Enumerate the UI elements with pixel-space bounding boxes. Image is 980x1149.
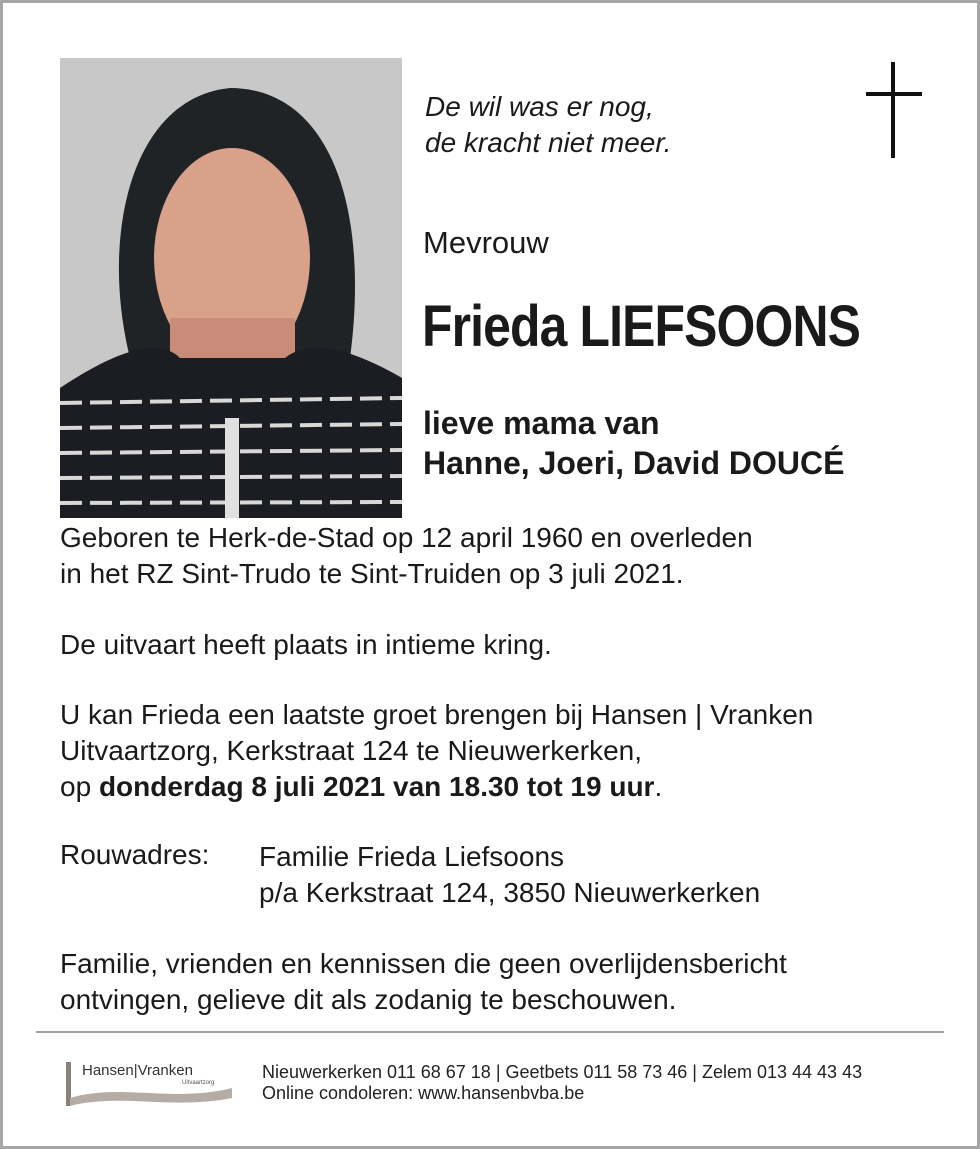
visitation-date: donderdag 8 juli 2021 van 18.30 tot 19 uur [98, 771, 655, 802]
cross-icon [866, 62, 922, 158]
text-line: Geboren te Herk-de-Stad op 12 april 1960 en overleden [60, 522, 753, 553]
visitation-info [60, 697, 813, 805]
memorial-quote [425, 89, 671, 161]
text-line: Familie, vrienden en kennissen die geen overlijdensbericht [60, 948, 787, 979]
birth-death-info [60, 520, 753, 592]
quote-line: De wil was er nog, [425, 91, 654, 122]
funeral-info: De uitvaart heeft plaats in intieme kring. [60, 629, 552, 660]
relation-line: Hanne, Joeri, David DOUCÉ [423, 445, 845, 481]
text-line: ontvingen, gelieve dit als zodanig te beschouwen. [60, 984, 677, 1015]
text-line [60, 769, 813, 805]
text-line: Uitvaartzorg, Kerkstraat 124 te Nieuwerkerken, [60, 735, 643, 766]
text-line: in het RZ Sint-Trudo te Sint-Truiden op 3 juli 2021. [60, 558, 684, 589]
funeral-home-logo [62, 1058, 237, 1108]
portrait-photo [60, 58, 402, 518]
relation-line: lieve mama van [423, 405, 660, 441]
text-line: Familie Frieda Liefsoons [259, 841, 565, 872]
text-line: U kan Frieda een laatste groet brengen bij Hansen | Vranken [60, 699, 814, 730]
text: . [654, 771, 663, 802]
text-line: p/a Kerkstraat 124, 3850 Nieuwerkerken [259, 877, 761, 908]
divider [36, 1031, 944, 1033]
logo-subtext: Uitvaartzorg [182, 1080, 215, 1086]
footer-contacts [262, 1062, 862, 1104]
address-label: Rouwadres: [60, 839, 210, 870]
closing-note [60, 946, 787, 1018]
relation [423, 403, 844, 483]
logo-text: Hansen|Vranken [82, 1062, 193, 1079]
text: op [60, 771, 99, 802]
mourning-address [259, 839, 760, 911]
phone-numbers: Nieuwerkerken 011 68 67 18 | Geetbets 011 58 73 46 | Zelem 013 44 43 43 [262, 1062, 863, 1082]
honorific: Mevrouw [423, 225, 549, 260]
online-condolences: Online condoleren: www.hansenbvba.be [262, 1083, 585, 1103]
quote-line: de kracht niet meer. [425, 127, 672, 158]
deceased-name: Frieda LIEFSOONS [422, 294, 861, 359]
